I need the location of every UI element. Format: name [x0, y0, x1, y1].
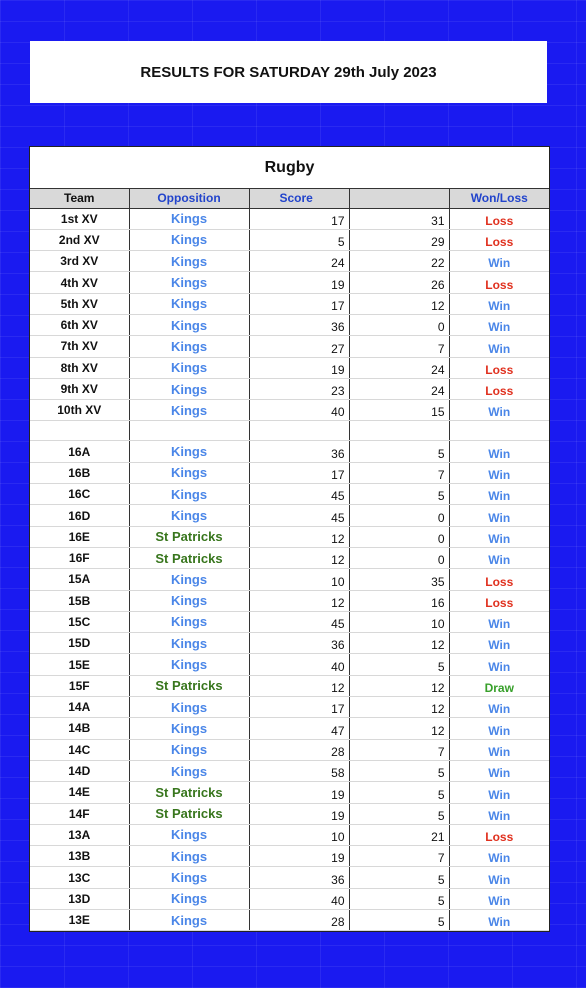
score-against-cell: 29: [349, 229, 449, 250]
column-header-score: Score: [249, 189, 349, 208]
score-for-cell: 47: [249, 718, 349, 739]
result-cell: Win: [449, 484, 549, 505]
opposition-cell: St Patricks: [129, 782, 249, 803]
score-against-cell: 5: [349, 867, 449, 888]
table-row: [30, 293, 549, 314]
result-cell: Win: [449, 867, 549, 888]
team-cell: 3rd XV: [30, 251, 129, 272]
results-title-box: [30, 41, 547, 103]
opposition-cell: St Patricks: [129, 803, 249, 824]
result-cell: Win: [449, 633, 549, 654]
table-row: [30, 462, 549, 483]
team-cell: 13D: [30, 888, 129, 909]
team-cell: 16A: [30, 441, 129, 462]
team-cell: 15F: [30, 675, 129, 696]
table-row: [30, 590, 549, 611]
score-for-cell: 17: [249, 462, 349, 483]
result-cell: Loss: [449, 272, 549, 293]
team-cell: 15D: [30, 633, 129, 654]
result-cell: Win: [449, 846, 549, 867]
opposition-cell: Kings: [129, 760, 249, 781]
opposition-cell: Kings: [129, 654, 249, 675]
score-against-cell: 24: [349, 357, 449, 378]
table-header-row: [30, 189, 549, 208]
score-for-cell: 45: [249, 505, 349, 526]
score-for-cell: 40: [249, 654, 349, 675]
table-row: [30, 846, 549, 867]
team-cell: 15A: [30, 569, 129, 590]
score-against-cell: 0: [349, 526, 449, 547]
page-title: RESULTS FOR SATURDAY 29th July 2023: [140, 63, 437, 81]
opposition-cell: Kings: [129, 336, 249, 357]
column-header-team: Team: [30, 189, 129, 208]
table-row: [30, 357, 549, 378]
opposition-cell: Kings: [129, 208, 249, 229]
result-cell: Loss: [449, 208, 549, 229]
table-row: [30, 611, 549, 632]
table-row: [30, 314, 549, 335]
table-row: [30, 400, 549, 421]
score-against-cell: 0: [349, 505, 449, 526]
table-row: [30, 505, 549, 526]
team-cell: 4th XV: [30, 272, 129, 293]
score-for-cell: 27: [249, 336, 349, 357]
team-cell: 16E: [30, 526, 129, 547]
result-cell: Loss: [449, 357, 549, 378]
score-for-cell: 45: [249, 484, 349, 505]
team-cell: 13E: [30, 910, 129, 931]
score-for-cell: [249, 421, 349, 441]
score-against-cell: 5: [349, 803, 449, 824]
result-cell: Loss: [449, 378, 549, 399]
score-for-cell: 45: [249, 611, 349, 632]
table-row: [30, 824, 549, 845]
result-cell: Win: [449, 547, 549, 568]
team-cell: 2nd XV: [30, 229, 129, 250]
table-row: [30, 229, 549, 250]
opposition-cell: Kings: [129, 739, 249, 760]
score-against-cell: 31: [349, 208, 449, 229]
team-cell: 1st XV: [30, 208, 129, 229]
score-for-cell: 10: [249, 569, 349, 590]
score-against-cell: 0: [349, 547, 449, 568]
table-row: [30, 441, 549, 462]
column-header-won-loss: Won/Loss: [449, 189, 549, 208]
result-cell: Loss: [449, 229, 549, 250]
score-for-cell: 17: [249, 293, 349, 314]
score-against-cell: 5: [349, 760, 449, 781]
score-for-cell: 23: [249, 378, 349, 399]
result-cell: Win: [449, 611, 549, 632]
opposition-cell: Kings: [129, 867, 249, 888]
opposition-cell: St Patricks: [129, 675, 249, 696]
table-row: [30, 675, 549, 696]
table-row: [30, 760, 549, 781]
team-cell: 14D: [30, 760, 129, 781]
score-against-cell: 12: [349, 718, 449, 739]
opposition-cell: Kings: [129, 357, 249, 378]
score-for-cell: 12: [249, 547, 349, 568]
opposition-cell: Kings: [129, 611, 249, 632]
result-cell: Win: [449, 910, 549, 931]
table-row: [30, 547, 549, 568]
score-against-cell: 5: [349, 910, 449, 931]
team-cell: 14C: [30, 739, 129, 760]
result-cell: [449, 421, 549, 441]
score-against-cell: 7: [349, 846, 449, 867]
table-row: [30, 378, 549, 399]
table-row: [30, 569, 549, 590]
score-for-cell: 19: [249, 846, 349, 867]
team-cell: 16C: [30, 484, 129, 505]
result-cell: Win: [449, 441, 549, 462]
score-against-cell: 7: [349, 336, 449, 357]
score-against-cell: 5: [349, 654, 449, 675]
opposition-cell: Kings: [129, 251, 249, 272]
table-row: [30, 526, 549, 547]
score-against-cell: 7: [349, 739, 449, 760]
score-against-cell: 26: [349, 272, 449, 293]
score-against-cell: 5: [349, 441, 449, 462]
result-cell: Loss: [449, 569, 549, 590]
results-sheet: [29, 146, 550, 932]
team-cell: 8th XV: [30, 357, 129, 378]
score-for-cell: 12: [249, 675, 349, 696]
opposition-cell: St Patricks: [129, 526, 249, 547]
result-cell: Win: [449, 654, 549, 675]
result-cell: Win: [449, 505, 549, 526]
opposition-cell: Kings: [129, 314, 249, 335]
result-cell: Draw: [449, 675, 549, 696]
score-against-cell: 16: [349, 590, 449, 611]
table-row: [30, 888, 549, 909]
opposition-cell: Kings: [129, 462, 249, 483]
table-row: [30, 803, 549, 824]
score-for-cell: 12: [249, 590, 349, 611]
result-cell: Win: [449, 314, 549, 335]
opposition-cell: Kings: [129, 378, 249, 399]
result-cell: Loss: [449, 590, 549, 611]
score-for-cell: 19: [249, 782, 349, 803]
team-cell: [30, 421, 129, 441]
team-cell: 14F: [30, 803, 129, 824]
team-cell: 15C: [30, 611, 129, 632]
team-cell: 5th XV: [30, 293, 129, 314]
result-cell: Win: [449, 251, 549, 272]
score-for-cell: 36: [249, 441, 349, 462]
table-row: [30, 272, 549, 293]
table-row: [30, 421, 549, 441]
table-row: [30, 718, 549, 739]
result-cell: Win: [449, 803, 549, 824]
table-row: [30, 336, 549, 357]
opposition-cell: Kings: [129, 718, 249, 739]
score-against-cell: 7: [349, 462, 449, 483]
score-against-cell: 15: [349, 400, 449, 421]
score-for-cell: 58: [249, 760, 349, 781]
score-against-cell: 12: [349, 675, 449, 696]
column-header-opposition: Opposition: [129, 189, 249, 208]
score-against-cell: 12: [349, 697, 449, 718]
team-cell: 16D: [30, 505, 129, 526]
score-for-cell: 19: [249, 803, 349, 824]
team-cell: 16B: [30, 462, 129, 483]
score-for-cell: 19: [249, 357, 349, 378]
opposition-cell: Kings: [129, 441, 249, 462]
opposition-cell: Kings: [129, 293, 249, 314]
opposition-cell: St Patricks: [129, 547, 249, 568]
result-cell: Win: [449, 400, 549, 421]
table-row: [30, 484, 549, 505]
score-against-cell: 0: [349, 314, 449, 335]
sport-heading: Rugby: [30, 147, 549, 189]
team-cell: 16F: [30, 547, 129, 568]
score-for-cell: 17: [249, 208, 349, 229]
result-cell: Loss: [449, 824, 549, 845]
opposition-cell: Kings: [129, 590, 249, 611]
score-against-cell: 12: [349, 293, 449, 314]
table-row: [30, 910, 549, 931]
score-against-cell: 12: [349, 633, 449, 654]
table-row: [30, 654, 549, 675]
score-for-cell: 5: [249, 229, 349, 250]
score-for-cell: 36: [249, 867, 349, 888]
score-against-cell: 35: [349, 569, 449, 590]
team-cell: 13C: [30, 867, 129, 888]
score-for-cell: 19: [249, 272, 349, 293]
score-for-cell: 28: [249, 910, 349, 931]
opposition-cell: Kings: [129, 569, 249, 590]
opposition-cell: Kings: [129, 846, 249, 867]
team-cell: 10th XV: [30, 400, 129, 421]
opposition-cell: Kings: [129, 229, 249, 250]
table-row: [30, 251, 549, 272]
score-for-cell: 36: [249, 314, 349, 335]
score-for-cell: 36: [249, 633, 349, 654]
score-against-cell: 10: [349, 611, 449, 632]
score-for-cell: 40: [249, 400, 349, 421]
team-cell: 14E: [30, 782, 129, 803]
score-against-cell: 24: [349, 378, 449, 399]
team-cell: 9th XV: [30, 378, 129, 399]
result-cell: Win: [449, 336, 549, 357]
result-cell: Win: [449, 526, 549, 547]
score-for-cell: 10: [249, 824, 349, 845]
opposition-cell: Kings: [129, 400, 249, 421]
result-cell: Win: [449, 888, 549, 909]
team-cell: 14A: [30, 697, 129, 718]
opposition-cell: Kings: [129, 888, 249, 909]
score-against-cell: 21: [349, 824, 449, 845]
opposition-cell: Kings: [129, 910, 249, 931]
result-cell: Win: [449, 760, 549, 781]
table-row: [30, 208, 549, 229]
score-against-cell: 5: [349, 484, 449, 505]
score-for-cell: 17: [249, 697, 349, 718]
opposition-cell: Kings: [129, 484, 249, 505]
opposition-cell: Kings: [129, 272, 249, 293]
result-cell: Win: [449, 739, 549, 760]
opposition-cell: Kings: [129, 505, 249, 526]
result-cell: Win: [449, 697, 549, 718]
table-row: [30, 782, 549, 803]
table-row: [30, 867, 549, 888]
score-against-cell: 5: [349, 888, 449, 909]
opposition-cell: Kings: [129, 633, 249, 654]
column-header-score-against: [349, 189, 449, 208]
score-against-cell: 22: [349, 251, 449, 272]
team-cell: 7th XV: [30, 336, 129, 357]
table-row: [30, 739, 549, 760]
score-for-cell: 12: [249, 526, 349, 547]
result-cell: Win: [449, 462, 549, 483]
score-for-cell: 28: [249, 739, 349, 760]
result-cell: Win: [449, 782, 549, 803]
team-cell: 15B: [30, 590, 129, 611]
team-cell: 15E: [30, 654, 129, 675]
team-cell: 13A: [30, 824, 129, 845]
team-cell: 14B: [30, 718, 129, 739]
result-cell: Win: [449, 718, 549, 739]
opposition-cell: [129, 421, 249, 441]
results-table: [30, 189, 549, 931]
table-row: [30, 697, 549, 718]
opposition-cell: Kings: [129, 824, 249, 845]
team-cell: 6th XV: [30, 314, 129, 335]
score-for-cell: 24: [249, 251, 349, 272]
table-row: [30, 633, 549, 654]
team-cell: 13B: [30, 846, 129, 867]
score-against-cell: 5: [349, 782, 449, 803]
score-for-cell: 40: [249, 888, 349, 909]
opposition-cell: Kings: [129, 697, 249, 718]
result-cell: Win: [449, 293, 549, 314]
score-against-cell: [349, 421, 449, 441]
